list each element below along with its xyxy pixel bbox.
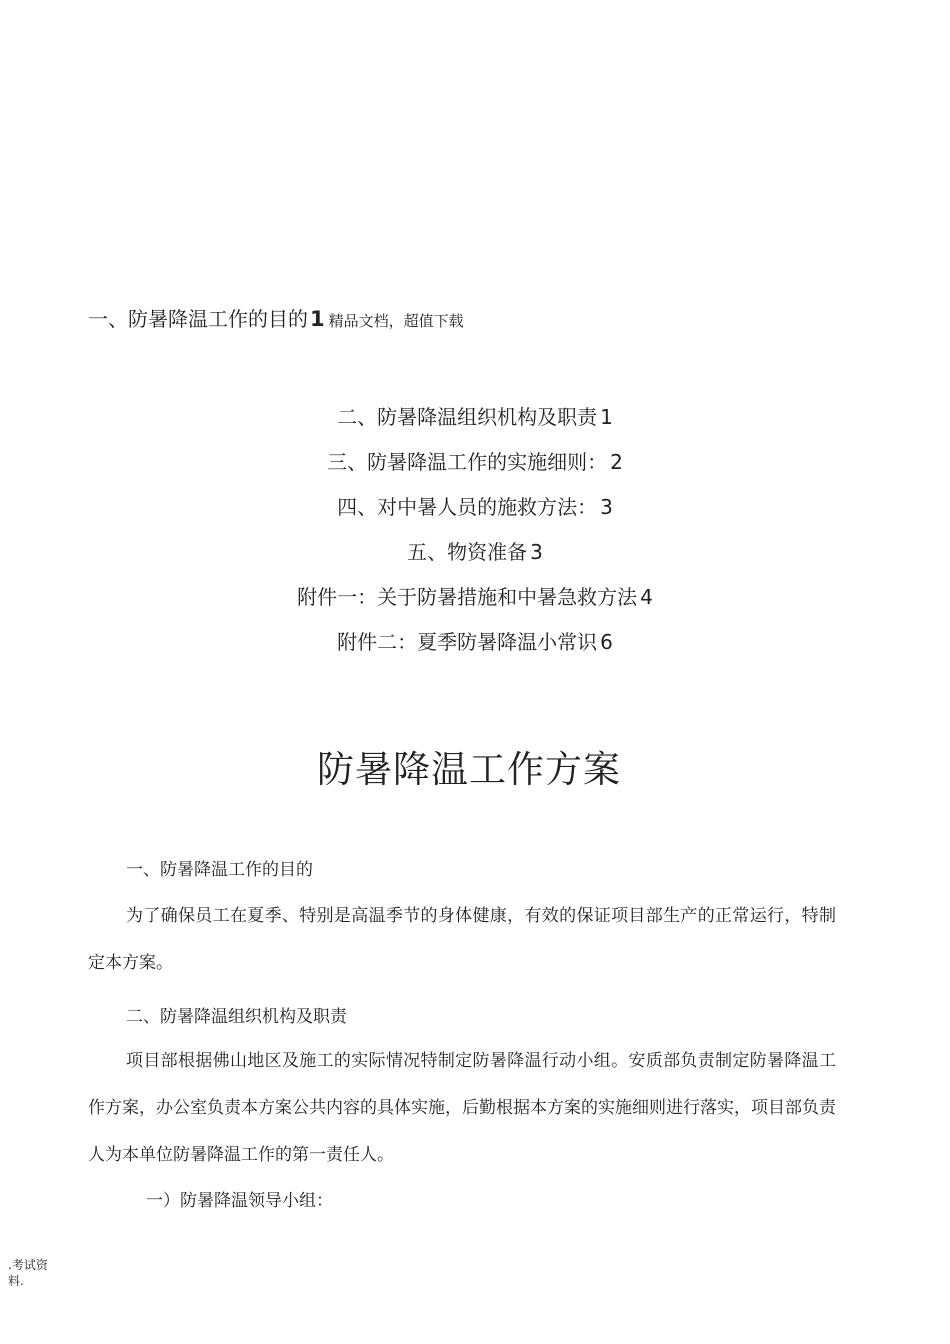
toc-entry-label: 附件一：关于防暑措施和中暑急救方法 [297, 585, 638, 609]
toc-entry-label: 四、对中暑人员的施救方法： [337, 495, 598, 519]
toc-entry-3 [0, 440, 950, 485]
toc-entry-6 [0, 575, 950, 620]
toc-entry-label: 附件二：夏季防暑降温小常识 [337, 630, 598, 654]
toc-entry-4 [0, 485, 950, 530]
toc-entry-label: 五、物资准备 [407, 540, 528, 564]
section-heading-2: 二、防暑降温组织机构及职责 [126, 1007, 347, 1027]
section-paragraph-2: 项目部根据佛山地区及施工的实际情况特制定防暑降温行动小组。安质部负责制定防暑降温工作方案，办公室负责本方案公共内容的具体实施，后勤根据本方案的实施细则进行落实，项目部负责人为本单位防暑降温工作的第一责任人。 [88, 1051, 836, 1165]
table-of-contents [0, 395, 950, 665]
toc-entry-page: 1 [600, 405, 613, 429]
toc-entry-label: 一、防暑降温工作的目的 [88, 307, 308, 331]
toc-entry-7 [0, 620, 950, 665]
section-paragraph-1: 为了确保员工在夏季、特别是高温季节的身体健康，有效的保证项目部生产的正常运行，特制定本方案。 [88, 906, 836, 973]
toc-entry-page: 3 [530, 540, 543, 564]
watermark-note: 精品文档，超值下载 [328, 312, 464, 330]
toc-entry-page: 2 [610, 450, 623, 474]
toc-entry-5 [0, 530, 950, 575]
toc-entry-page: 1 [310, 307, 325, 331]
toc-entry-label: 三、防暑降温工作的实施细则： [327, 450, 608, 474]
toc-entry-1 [88, 304, 464, 336]
toc-entry-page: 3 [600, 495, 613, 519]
footer-note: .考试资料. [8, 1258, 48, 1288]
document-title: 防暑降温工作方案 [317, 748, 621, 791]
subsection-heading: 一）防暑降温领导小组： [146, 1191, 333, 1211]
toc-entry-2 [0, 395, 950, 440]
section-heading-1: 一、防暑降温工作的目的 [126, 860, 313, 880]
toc-entry-page: 4 [640, 585, 653, 609]
toc-entry-page: 6 [600, 630, 613, 654]
toc-entry-label: 二、防暑降温组织机构及职责 [337, 405, 598, 429]
